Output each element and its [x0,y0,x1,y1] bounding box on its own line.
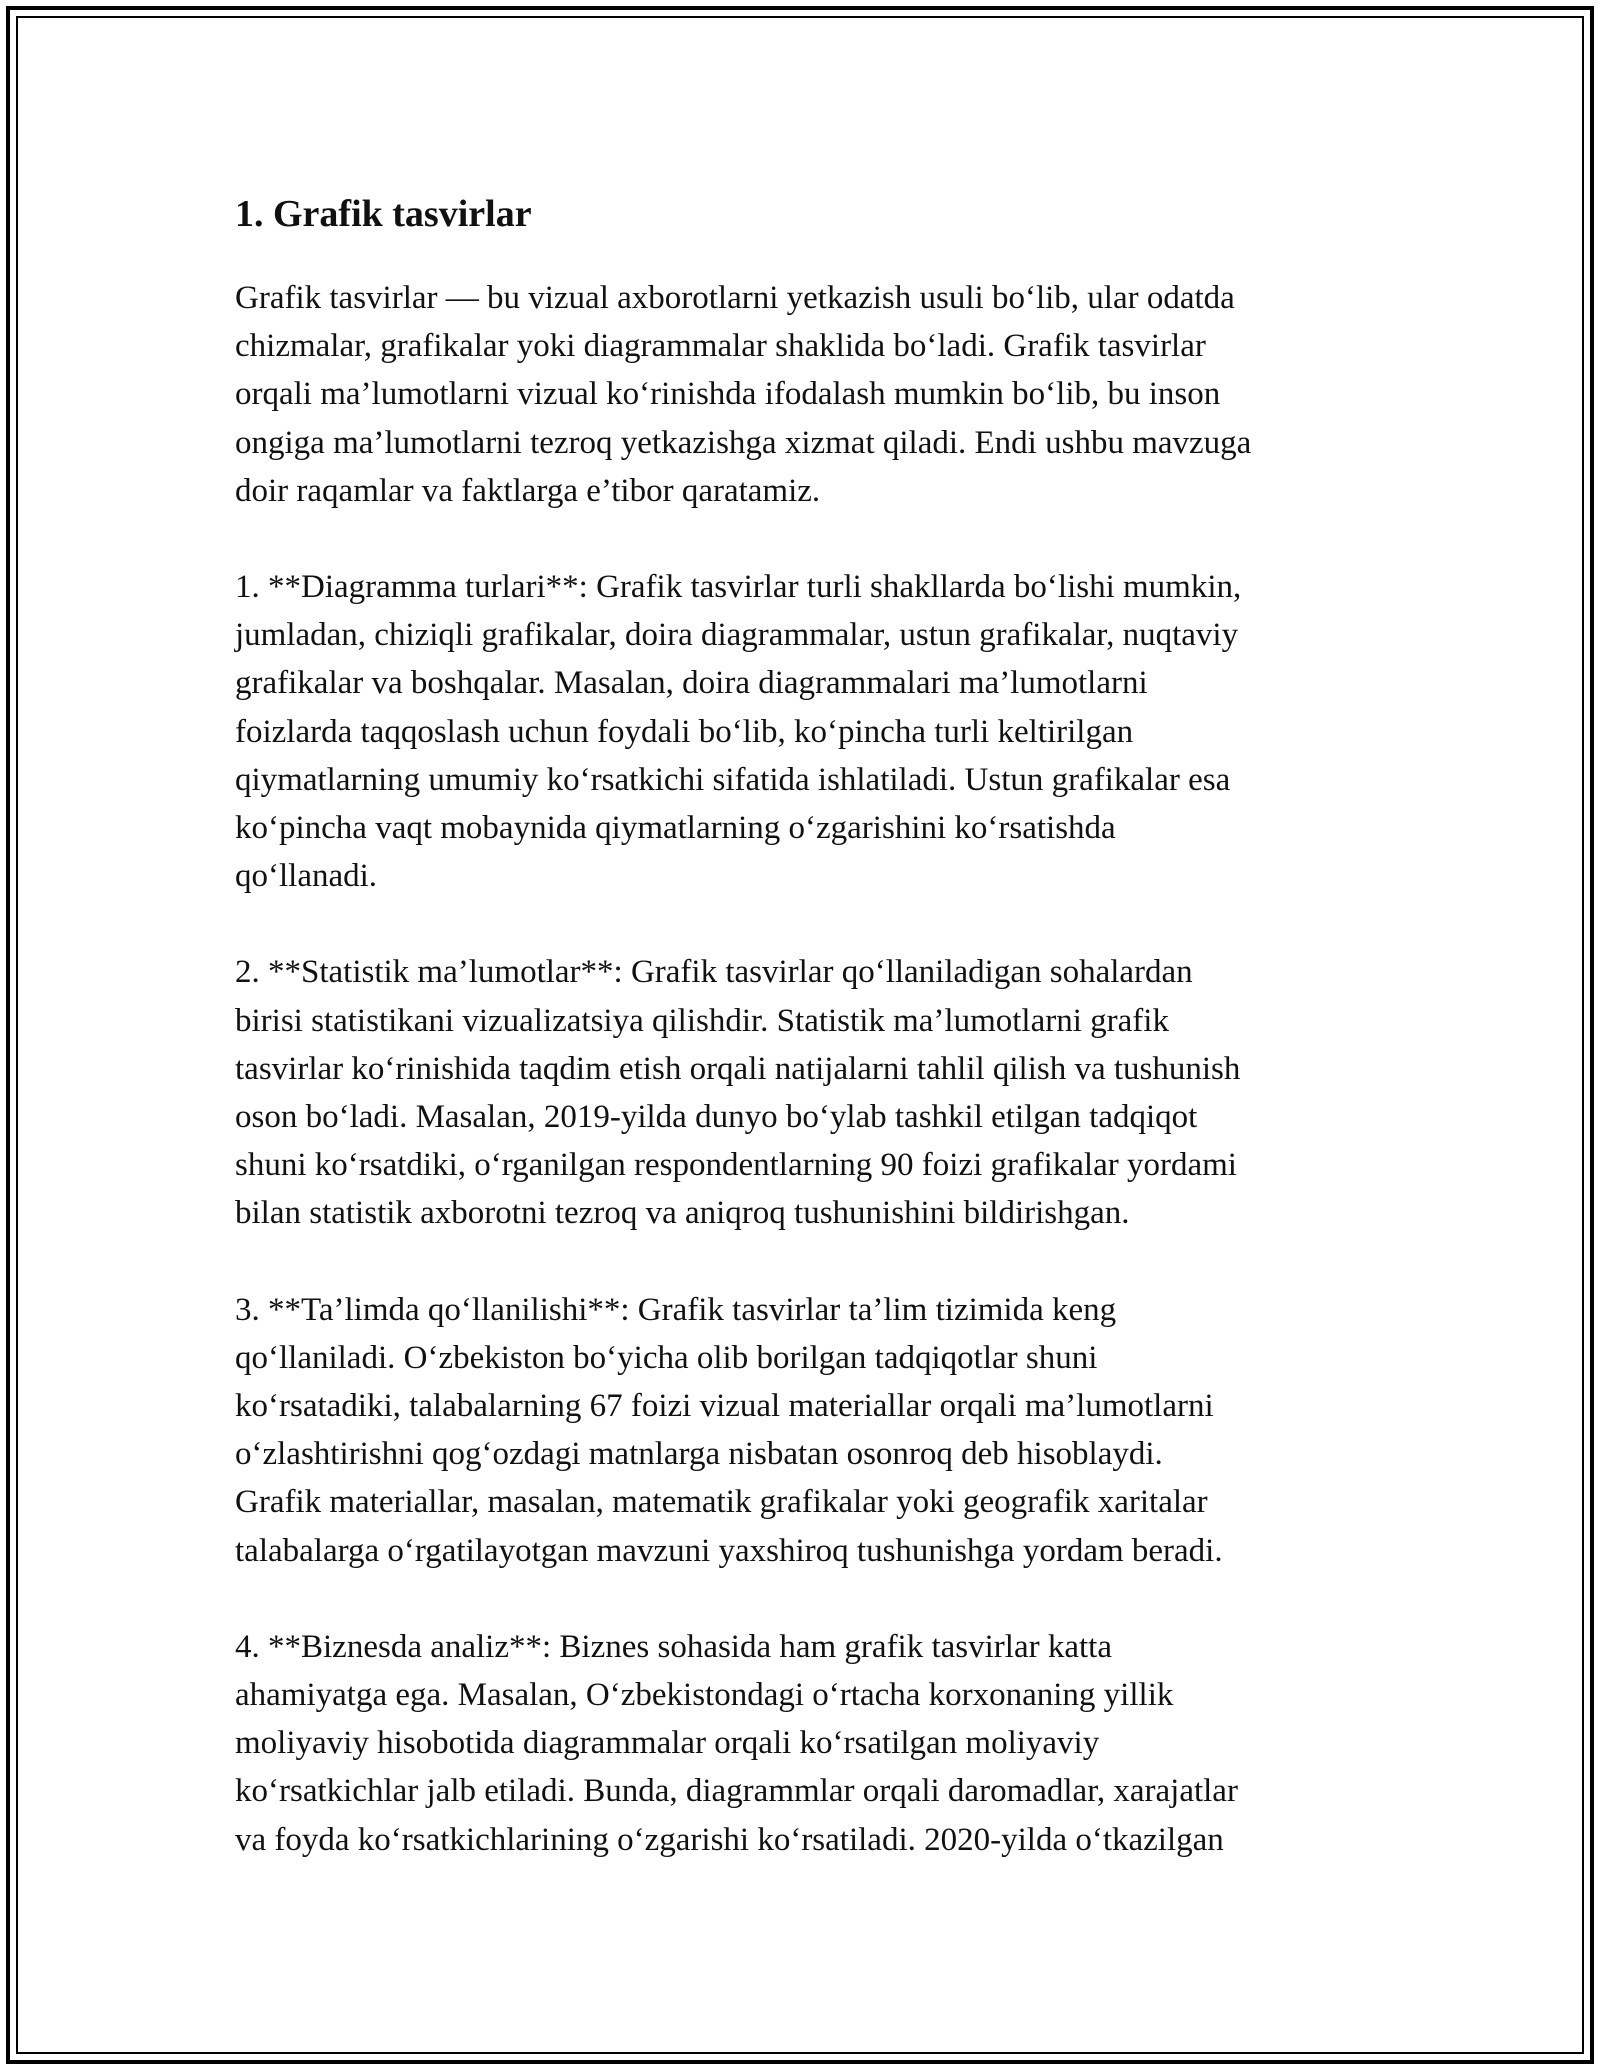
list-item-statistik-malumotlar: 2. **Statistik ma’lumotlar**: Grafik tasvirlar qo‘llaniladigan sohalardan birisi statistikani vizualizatsiya qilishdir. Statistik ma’lumotlarni grafik tasvirlar ko‘rinishida taqdim etish orqali natijalarni tahlil qilish va tushunish oson bo‘ladi. Masalan, 2019-yilda dunyo bo‘ylab tashkil etilgan tadqiqot shuni ko‘rsatdiki, o‘rganilgan respondentlarning 90 foizi grafikalar yordami bilan statistik axborotni tezroq va aniqroq tushunishini bildirishgan. [235,954,1241,1232]
list-item-diagramma-turlari: 1. **Diagramma turlari**: Grafik tasvirlar turli shakllarda bo‘lishi mumkin, jumladan, chiziqli grafikalar, doira diagrammalar, ustun grafikalar, nuqtaviy grafikalar va boshqalar. Masalan, doira diagrammalari ma’lumotlarni foizlarda taqqoslash uchun foydali bo‘lib, ko‘pincha turli keltirilgan qiymatlarning umumiy ko‘rsatkichi sifatida ishlatiladi. Ustun grafikalar esa ko‘pincha vaqt mobaynida qiymatlarning o‘zgarishini ko‘rsatishda qo‘llanadi. [235,569,1242,895]
intro-paragraph: Grafik tasvirlar — bu vizual axborotlarni yetkazish usuli bo‘lib, ular odatda chizmalar, grafikalar yoki diagrammalar shaklida bo‘ladi. Grafik tasvirlar orqali ma’lumotlarni vizual ko‘rinishda ifodalash mumkin bo‘lib, bu inson ongiga ma’lumotlarni tezroq yetkazishga xizmat qiladi. Endi ushbu mavzuga doir raqamlar va faktlarga e’tibor qaratamiz. [235,280,1252,509]
document-body [235,188,1395,1864]
document-title: 1. Grafik tasvirlar [235,193,532,235]
list-item-biznesda-analiz: 4. **Biznesda analiz**: Biznes sohasida ham grafik tasvirlar katta ahamiyatga ega. Masalan, O‘zbekistondagi o‘rtacha korxonaning yillik moliyaviy hisobotida diagrammalar orqali ko‘rsatilgan moliyaviy ko‘rsatkichlar jalb etiladi. Bunda, diagrammlar orqali daromadlar, xarajatlar va foyda ko‘rsatkichlarining o‘zgarishi ko‘rsatiladi. 2020-yilda o‘tkazilgan [235,1628,1238,1858]
list-item-talimda-qollanilishi: 3. **Ta’limda qo‘llanilishi**: Grafik tasvirlar ta’lim tizimida keng qo‘llaniladi. O‘zbekiston bo‘yicha olib borilgan tadqiqotlar shuni ko‘rsatadiki, talabalarning 67 foizi vizual materiallar orqali ma’lumotlarni o‘zlashtirishni qog‘ozdagi matnlarga nisbatan osonroq deb hisoblaydi. Grafik materiallar, masalan, matematik grafikalar yoki geografik xaritalar talabalarga o‘rgatilayotgan mavzuni yaxshiroq tushunishga yordam beradi. [235,1291,1223,1569]
